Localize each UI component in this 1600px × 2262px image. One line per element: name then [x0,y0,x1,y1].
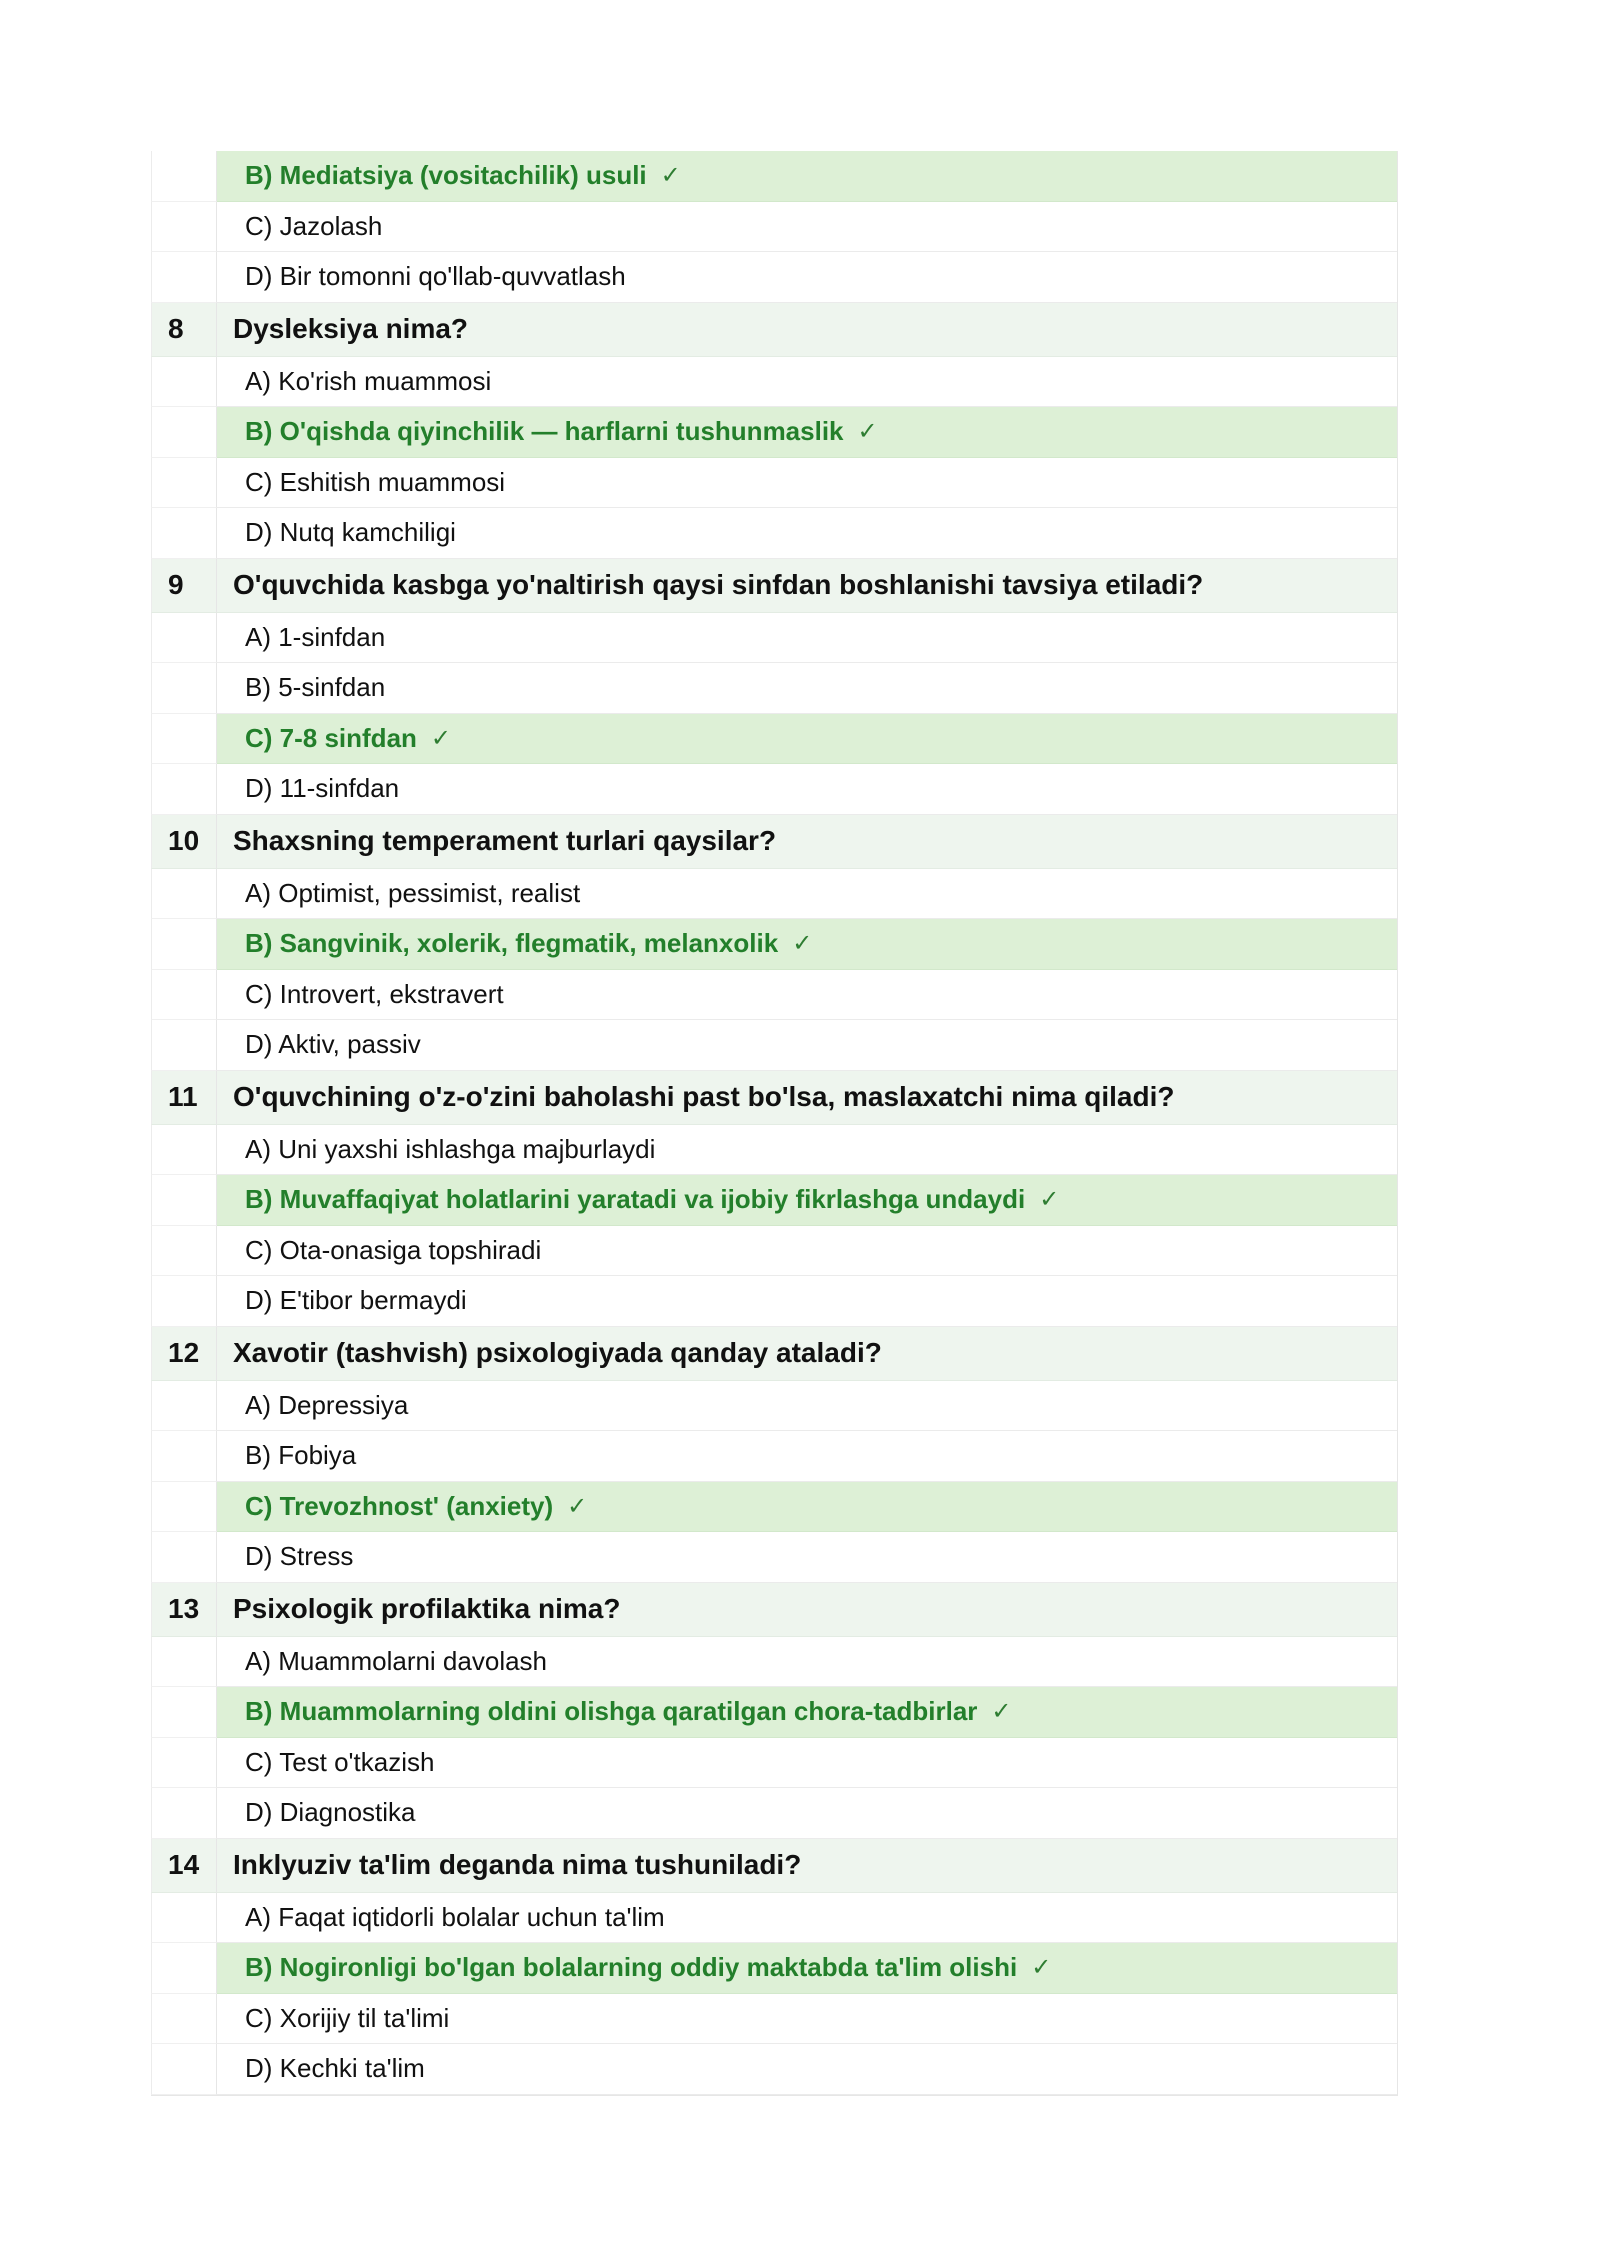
check-icon: ✓ [1031,1954,1052,1982]
option-text-cell [217,1175,1397,1226]
option-text: A) 1-sinfdan [245,621,386,652]
option-row-correct [151,151,1397,202]
option-row [151,663,1397,714]
option-text: C) Test o'tkazish [245,1746,435,1777]
question-number [151,613,217,664]
question-number [151,764,217,815]
option-text: D) 11-sinfdan [245,773,400,804]
option-text: D) E'tibor bermaydi [245,1285,467,1316]
question-number: 9 [151,559,217,613]
question-number [151,1637,217,1688]
question-row [151,559,1397,613]
check-icon: ✓ [567,1492,588,1520]
question-number [151,1687,217,1738]
option-row [151,1020,1397,1071]
question-number: 13 [151,1583,217,1637]
question-number: 8 [151,303,217,357]
option-text: C) Ota-onasiga topshiradi [245,1234,542,1265]
option-text-cell [217,1893,1397,1944]
option-text-cell [217,1020,1397,1071]
question-number [151,508,217,559]
option-text-cell [217,1687,1397,1738]
question-number [151,1994,217,2045]
option-row [151,458,1397,509]
question-number [151,869,217,920]
option-text-cell [217,407,1397,458]
question-row [151,303,1397,357]
option-text-cell [217,1125,1397,1176]
option-text: A) Optimist, pessimist, realist [245,877,581,908]
option-row-correct [151,1175,1397,1226]
option-text-cell [217,764,1397,815]
option-text: B) Muvaffaqiyat holatlarini yaratadi va ijobiy fikrlashga undaydi [245,1184,1026,1215]
question-number [151,202,217,253]
option-text: B) Fobiya [245,1440,357,1471]
option-text-cell [217,869,1397,920]
option-text-cell [217,202,1397,253]
option-text: A) Muammolarni davolash [245,1645,548,1676]
option-text: A) Uni yaxshi ishlashga majburlaydi [245,1133,656,1164]
option-text: C) Jazolash [245,210,383,241]
question-number [151,1788,217,1839]
check-icon: ✓ [792,930,813,958]
option-text: C) Introvert, ekstravert [245,978,504,1009]
option-row [151,508,1397,559]
question-number: 14 [151,1839,217,1893]
option-row [151,1994,1397,2045]
option-row-correct [151,1687,1397,1738]
question-number [151,1226,217,1277]
question-number [151,1532,217,1583]
option-text-cell [217,1431,1397,1482]
question-text: Psixologik profilaktika nima? [233,1593,621,1624]
option-row [151,1125,1397,1176]
question-number: 11 [151,1071,217,1125]
option-row-correct [151,1943,1397,1994]
option-row-correct [151,919,1397,970]
option-text: B) 5-sinfdan [245,672,386,703]
option-text-cell [217,1226,1397,1277]
option-text-cell [217,1276,1397,1327]
option-text-cell [217,1788,1397,1839]
check-icon: ✓ [430,724,452,752]
option-row-correct [151,1482,1397,1533]
question-text: O'quvchida kasbga yo'naltirish qaysi sinfdan boshlanishi tavsiya etiladi? [233,569,1204,600]
question-number [151,151,217,202]
question-number [151,252,217,303]
question-number [151,407,217,458]
option-text: D) Nutq kamchiligi [245,517,456,548]
question-row [151,1839,1397,1893]
option-row-correct [151,714,1397,765]
option-row [151,1381,1397,1432]
check-icon: ✓ [660,162,681,190]
option-text-cell [217,151,1397,202]
question-number [151,970,217,1021]
question-number [151,663,217,714]
question-number [151,458,217,509]
option-text: C) Xorijiy til ta'limi [245,2002,450,2033]
option-row [151,1276,1397,1327]
question-number: 12 [151,1327,217,1381]
check-icon: ✓ [857,418,878,446]
option-text-cell [217,714,1397,765]
option-text: A) Faqat iqtidorli bolalar uchun ta'lim [245,1901,665,1932]
question-number [151,919,217,970]
option-text: A) Ko'rish muammosi [245,365,492,396]
option-row [151,869,1397,920]
question-row [151,1327,1397,1381]
option-row [151,764,1397,815]
option-text-cell [217,1637,1397,1688]
option-text: C) Eshitish muammosi [245,466,506,497]
quiz-table [151,151,1398,2096]
option-text: B) Nogironligi bo'lgan bolalarning oddiy maktabda ta'lim olishi [245,1952,1018,1983]
option-row [151,202,1397,253]
option-row [151,1226,1397,1277]
option-text-cell [217,2044,1397,2095]
question-text-cell [217,1327,1397,1381]
question-row [151,1071,1397,1125]
question-number [151,1738,217,1789]
option-text-cell [217,1381,1397,1432]
option-text: D) Aktiv, passiv [245,1029,421,1060]
option-text-cell [217,919,1397,970]
option-text-cell [217,1994,1397,2045]
question-text-cell [217,1071,1397,1125]
option-row [151,1431,1397,1482]
question-text: Shaxsning temperament turlari qaysilar? [233,825,777,856]
question-number [151,1020,217,1071]
question-number [151,714,217,765]
option-text: C) Trevozhnost' (anxiety) [245,1490,554,1521]
option-text: D) Stress [245,1541,354,1572]
option-row [151,1738,1397,1789]
question-text-cell [217,1583,1397,1637]
question-number [151,1893,217,1944]
option-row [151,2044,1397,2095]
option-text-cell [217,1738,1397,1789]
question-text: Inklyuziv ta'lim deganda nima tushuniladi? [233,1849,802,1880]
option-text-cell [217,613,1397,664]
option-text: B) O'qishda qiyinchilik — harflarni tushunmaslik [245,416,844,447]
question-text-cell [217,1839,1397,1893]
question-number: 10 [151,815,217,869]
question-row [151,1583,1397,1637]
option-text-cell [217,970,1397,1021]
option-text-cell [217,357,1397,408]
option-text: D) Kechki ta'lim [245,2053,425,2084]
question-number [151,357,217,408]
option-text-cell [217,663,1397,714]
option-row [151,252,1397,303]
option-row-correct [151,407,1397,458]
option-text: A) Depressiya [245,1389,409,1420]
option-text: C) 7-8 sinfdan [245,722,417,753]
option-row [151,613,1397,664]
question-number [151,1431,217,1482]
question-number [151,1482,217,1533]
option-row [151,357,1397,408]
check-icon: ✓ [1039,1186,1060,1214]
question-number [151,1175,217,1226]
option-row [151,1637,1397,1688]
option-text-cell [217,1482,1397,1533]
option-row [151,1532,1397,1583]
question-number [151,1276,217,1327]
option-text: B) Sangvinik, xolerik, flegmatik, melanxolik [245,928,779,959]
question-text: Xavotir (tashvish) psixologiyada qanday ataladi? [233,1337,882,1368]
option-text-cell [217,1532,1397,1583]
question-number [151,2044,217,2095]
option-row [151,1893,1397,1944]
option-text: D) Bir tomonni qo'llab-quvvatlash [245,261,626,292]
option-text-cell [217,508,1397,559]
option-row [151,1788,1397,1839]
question-text-cell [217,303,1397,357]
option-text-cell [217,252,1397,303]
question-number [151,1381,217,1432]
question-text-cell [217,815,1397,869]
option-text-cell [217,458,1397,509]
option-row [151,970,1397,1021]
option-text: D) Diagnostika [245,1797,416,1828]
question-row [151,815,1397,869]
option-text: B) Muammolarning oldini olishga qaratilgan chora-tadbirlar [245,1696,978,1727]
question-text: Dysleksiya nima? [233,313,469,344]
question-text-cell [217,559,1397,613]
option-text: B) Mediatsiya (vositachilik) usuli [245,160,647,191]
question-number [151,1943,217,1994]
option-text-cell [217,1943,1397,1994]
question-text: O'quvchining o'z-o'zini baholashi past bo'lsa, maslaxatchi nima qiladi? [233,1081,1175,1112]
check-icon: ✓ [991,1698,1012,1726]
question-number [151,1125,217,1176]
